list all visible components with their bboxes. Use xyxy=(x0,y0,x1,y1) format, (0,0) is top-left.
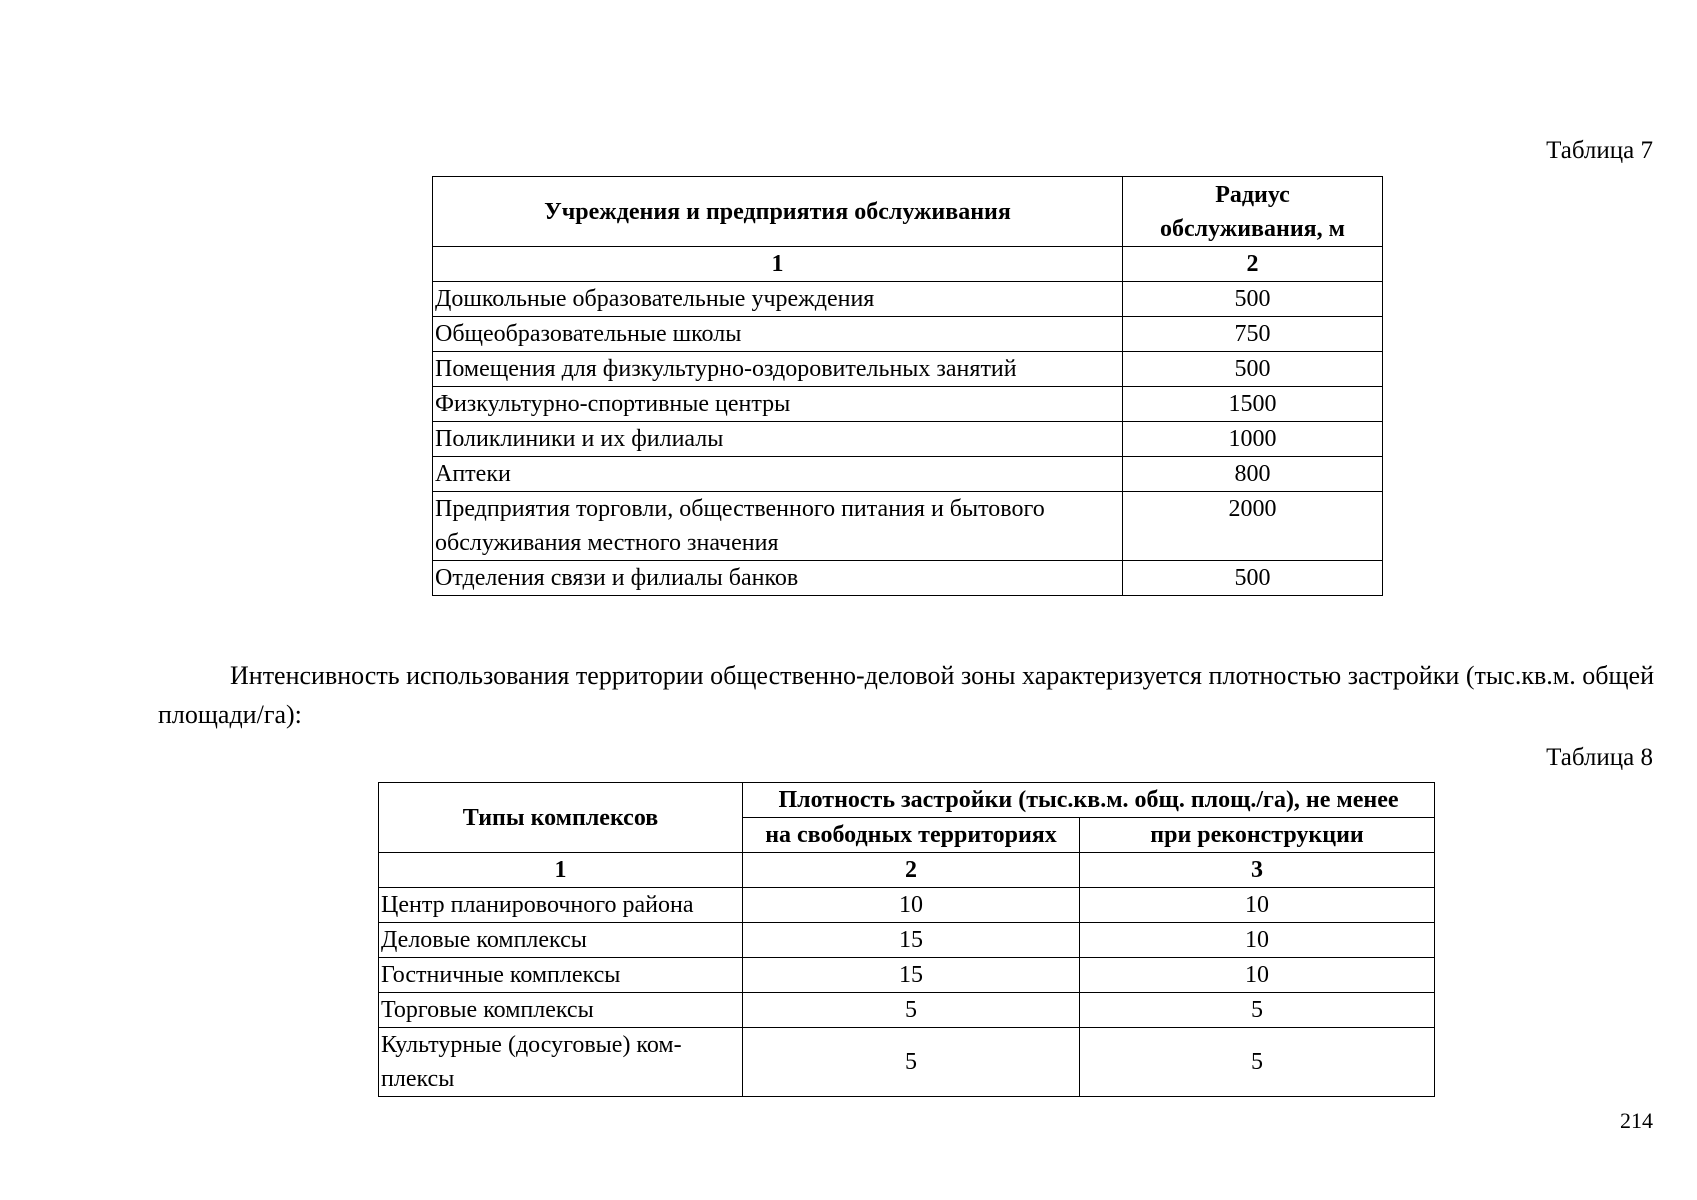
density-free-value: 5 xyxy=(743,993,1080,1028)
service-radius-table xyxy=(432,176,1383,596)
radius-value: 500 xyxy=(1123,282,1383,317)
institution-name: Предприятия торговли, общественного питания и бытового обслуживания местного значения xyxy=(433,492,1123,561)
table-row xyxy=(433,352,1383,387)
table-row xyxy=(379,1028,1435,1097)
table-row xyxy=(379,923,1435,958)
table-row xyxy=(433,317,1383,352)
density-free-value: 10 xyxy=(743,888,1080,923)
complex-type-name: Гостничные комплексы xyxy=(379,958,743,993)
table-8-caption: Таблица 8 xyxy=(1546,744,1653,771)
column-header-radius: Радиус обслуживания, м xyxy=(1123,177,1383,247)
column-number: 1 xyxy=(379,853,743,888)
column-header-density: Плотность застройки (тыс.кв.м. общ. площ./га), не менее xyxy=(743,783,1435,818)
density-recon-value: 10 xyxy=(1080,923,1435,958)
column-number: 1 xyxy=(433,247,1123,282)
column-header-reconstruction: при реконструкции xyxy=(1080,818,1435,853)
institution-name: Аптеки xyxy=(433,457,1123,492)
institution-name: Общеобразовательные школы xyxy=(433,317,1123,352)
institution-name: Физкультурно-спортивные центры xyxy=(433,387,1123,422)
radius-value: 750 xyxy=(1123,317,1383,352)
column-header-free-territories: на свободных территориях xyxy=(743,818,1080,853)
table-row xyxy=(433,492,1383,561)
density-recon-value: 10 xyxy=(1080,888,1435,923)
radius-value: 800 xyxy=(1123,457,1383,492)
table-row xyxy=(433,422,1383,457)
body-paragraph: Интенсивность использования территории общественно-деловой зоны характеризуется плотностью застройки (тыс.кв.м. общей площади/га): xyxy=(158,661,1654,729)
density-free-value: 15 xyxy=(743,923,1080,958)
table-row xyxy=(433,457,1383,492)
page-number: 214 xyxy=(1620,1108,1653,1133)
column-number: 2 xyxy=(743,853,1080,888)
table-row xyxy=(433,387,1383,422)
institution-name: Поликлиники и их филиалы xyxy=(433,422,1123,457)
institution-name: Помещения для физкультурно-оздоровительных занятий xyxy=(433,352,1123,387)
density-recon-value: 10 xyxy=(1080,958,1435,993)
radius-value: 500 xyxy=(1123,561,1383,596)
density-free-value: 15 xyxy=(743,958,1080,993)
column-number: 3 xyxy=(1080,853,1435,888)
density-recon-value: 5 xyxy=(1080,1028,1435,1097)
complex-type-name: Деловые комплексы xyxy=(379,923,743,958)
table-row xyxy=(379,888,1435,923)
table-row xyxy=(433,561,1383,596)
radius-value: 500 xyxy=(1123,352,1383,387)
radius-value: 1500 xyxy=(1123,387,1383,422)
table-row xyxy=(433,282,1383,317)
complex-type-name: Центр планировочного района xyxy=(379,888,743,923)
table-7-caption: Таблица 7 xyxy=(1546,137,1653,164)
density-recon-value: 5 xyxy=(1080,993,1435,1028)
institution-name: Отделения связи и филиалы банков xyxy=(433,561,1123,596)
column-header-institutions: Учреждения и предприятия обслуживания xyxy=(433,177,1123,247)
radius-value: 1000 xyxy=(1123,422,1383,457)
column-header-complex-type: Типы комплексов xyxy=(379,783,743,853)
complex-type-name: Культурные (досуговые) ком-плексы xyxy=(379,1028,743,1097)
table-row xyxy=(379,993,1435,1028)
institution-name: Дошкольные образовательные учреждения xyxy=(433,282,1123,317)
density-free-value: 5 xyxy=(743,1028,1080,1097)
building-density-table xyxy=(378,782,1435,1097)
radius-value: 2000 xyxy=(1123,492,1383,561)
column-number: 2 xyxy=(1123,247,1383,282)
complex-type-name: Торговые комплексы xyxy=(379,993,743,1028)
table-row xyxy=(379,958,1435,993)
